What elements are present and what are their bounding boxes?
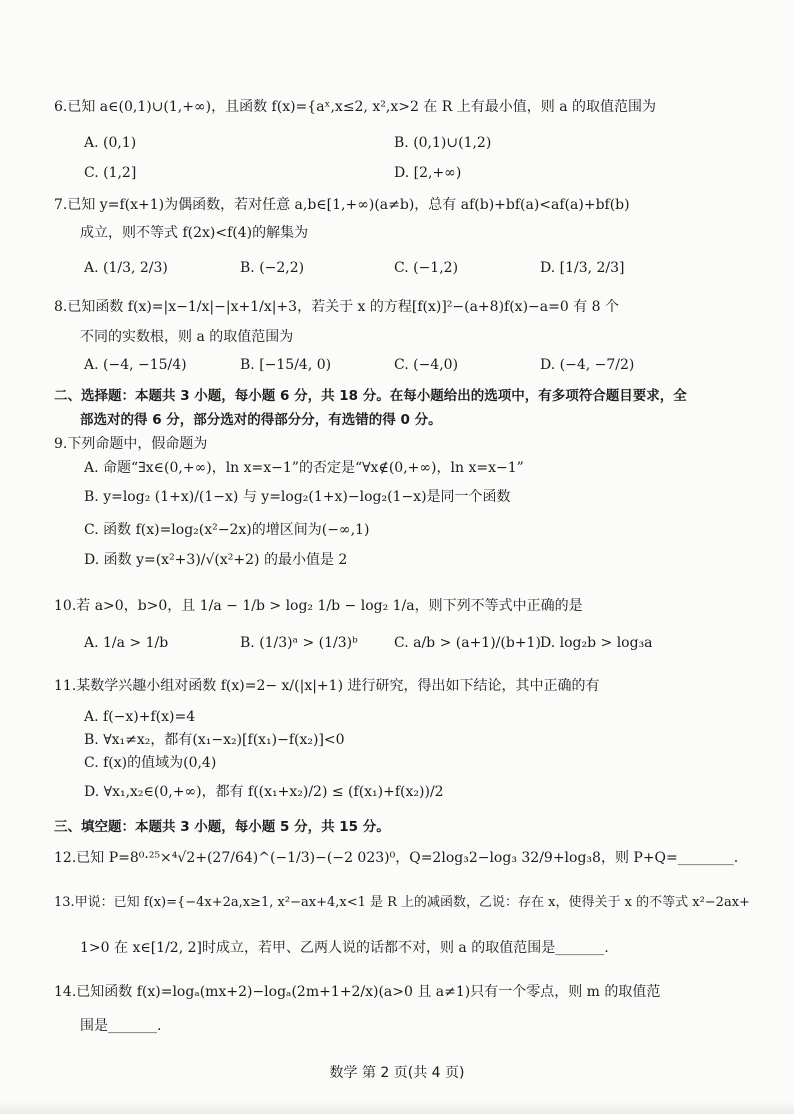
- q8-option-d: D. (−4, −7/2): [540, 357, 635, 373]
- q8-stem-line2: 不同的实数根，则 a 的取值范围为: [80, 329, 294, 345]
- q9-stem: 9.下列命题中，假命题为: [54, 436, 208, 452]
- q13-stem-line2: 1>0 在 x∈[1/2, 2]时成立，若甲、乙两人说的话都不对，则 a 的取值范围是_______.: [80, 940, 609, 956]
- scan-edge: [0, 1100, 794, 1114]
- section3-heading: 三、填空题：本题共 3 小题，每小题 5 分，共 15 分。: [54, 819, 390, 835]
- q8-stem-line1: 8.已知函数 f(x)=|x−1/x|−|x+1/x|+3，若关于 x 的方程[f(x)]²−(a+8)f(x)−a=0 有 8 个: [54, 299, 620, 315]
- q14-stem-line2: 围是_______.: [80, 1018, 162, 1034]
- q9-option-c: C. 函数 f(x)=log₂(x²−2x)的增区间为(−∞,1): [84, 522, 370, 538]
- q7-option-d: D. [1/3, 2/3]: [540, 260, 625, 276]
- q8-option-a: A. (−4, −15/4): [84, 357, 187, 373]
- page-footer: 数学 第 2 页(共 4 页): [329, 1065, 465, 1081]
- q9-option-d: D. 函数 y=(x²+3)/√(x²+2) 的最小值是 2: [84, 552, 348, 568]
- q14-stem-line1: 14.已知函数 f(x)=logₐ(mx+2)−logₐ(2m+1+2/x)(a>0 且 a≠1)只有一个零点，则 m 的取值范: [54, 984, 661, 1000]
- q11-stem: 11.某数学兴趣小组对函数 f(x)=2− x/(|x|+1) 进行研究，得出如下结论，其中正确的有: [54, 678, 600, 694]
- q11-option-d: D. ∀x₁,x₂∈(0,+∞)，都有 f((x₁+x₂)/2) ≤ (f(x₁)+f(x₂))/2: [84, 784, 444, 800]
- q10-stem: 10.若 a>0，b>0，且 1/a − 1/b > log₂ 1/b − log₂ 1/a，则下列不等式中正确的是: [54, 598, 583, 614]
- q9-option-a: A. 命题“∃x∈(0,+∞)，ln x=x−1”的否定是“∀x∉(0,+∞)，ln x=x−1”: [84, 460, 524, 476]
- q7-stem-line1: 7.已知 y=f(x+1)为偶函数，若对任意 a,b∈[1,+∞)(a≠b)，总有 af(b)+bf(a)<af(a)+bf(b): [54, 197, 630, 213]
- q6-option-b: B. (0,1)∪(1,2): [394, 135, 492, 151]
- q10-option-b: B. (1/3)ᵃ > (1/3)ᵇ: [240, 635, 358, 651]
- q11-option-a: A. f(−x)+f(x)=4: [84, 709, 196, 725]
- q6-option-d: D. [2,+∞): [394, 165, 462, 181]
- q12-stem: 12.已知 P=8⁰·²⁵×⁴√2+(27/64)^(−1/3)−(−2 023)⁰，Q=2log₃2−log₃ 32/9+log₃8，则 P+Q=________.: [54, 850, 739, 866]
- section2-heading-line1: 二、选择题：本题共 3 小题，每小题 6 分，共 18 分。在每小题给出的选项中，有多项符合题目要求，全: [54, 388, 687, 404]
- section2-heading-line2: 部选对的得 6 分，部分选对的得部分分，有选错的得 0 分。: [80, 412, 442, 428]
- q10-option-a: A. 1/a > 1/b: [84, 635, 169, 651]
- q9-option-b: B. y=log₂ (1+x)/(1−x) 与 y=log₂(1+x)−log₂(1−x)是同一个函数: [84, 489, 511, 505]
- q7-option-b: B. (−2,2): [240, 260, 305, 276]
- q11-option-c: C. f(x)的值域为(0,4): [84, 755, 217, 771]
- q6-stem: 6.已知 a∈(0,1)∪(1,+∞)，且函数 f(x)={aˣ,x≤2, x²,x>2 在 R 上有最小值，则 a 的取值范围为: [54, 99, 656, 115]
- q8-option-c: C. (−4,0): [394, 357, 459, 373]
- q7-option-a: A. (1/3, 2/3): [84, 260, 168, 276]
- q10-option-c: C. a/b > (a+1)/(b+1): [394, 635, 541, 651]
- q6-option-a: A. (0,1): [84, 135, 137, 151]
- q13-stem-line1: 13.甲说：已知 f(x)={−4x+2a,x≥1, x²−ax+4,x<1 是 R 上的减函数，乙说：存在 x，使得关于 x 的不等式 x²−2ax+: [54, 895, 750, 910]
- q11-option-b: B. ∀x₁≠x₂，都有(x₁−x₂)[f(x₁)−f(x₂)]<0: [84, 732, 345, 748]
- q6-option-c: C. (1,2]: [84, 165, 137, 181]
- q7-option-c: C. (−1,2): [394, 260, 459, 276]
- q10-option-d: D. log₂b > log₃a: [540, 635, 653, 651]
- q8-option-b: B. [−15/4, 0): [240, 357, 332, 373]
- q7-stem-line2: 成立，则不等式 f(2x)<f(4)的解集为: [80, 225, 309, 241]
